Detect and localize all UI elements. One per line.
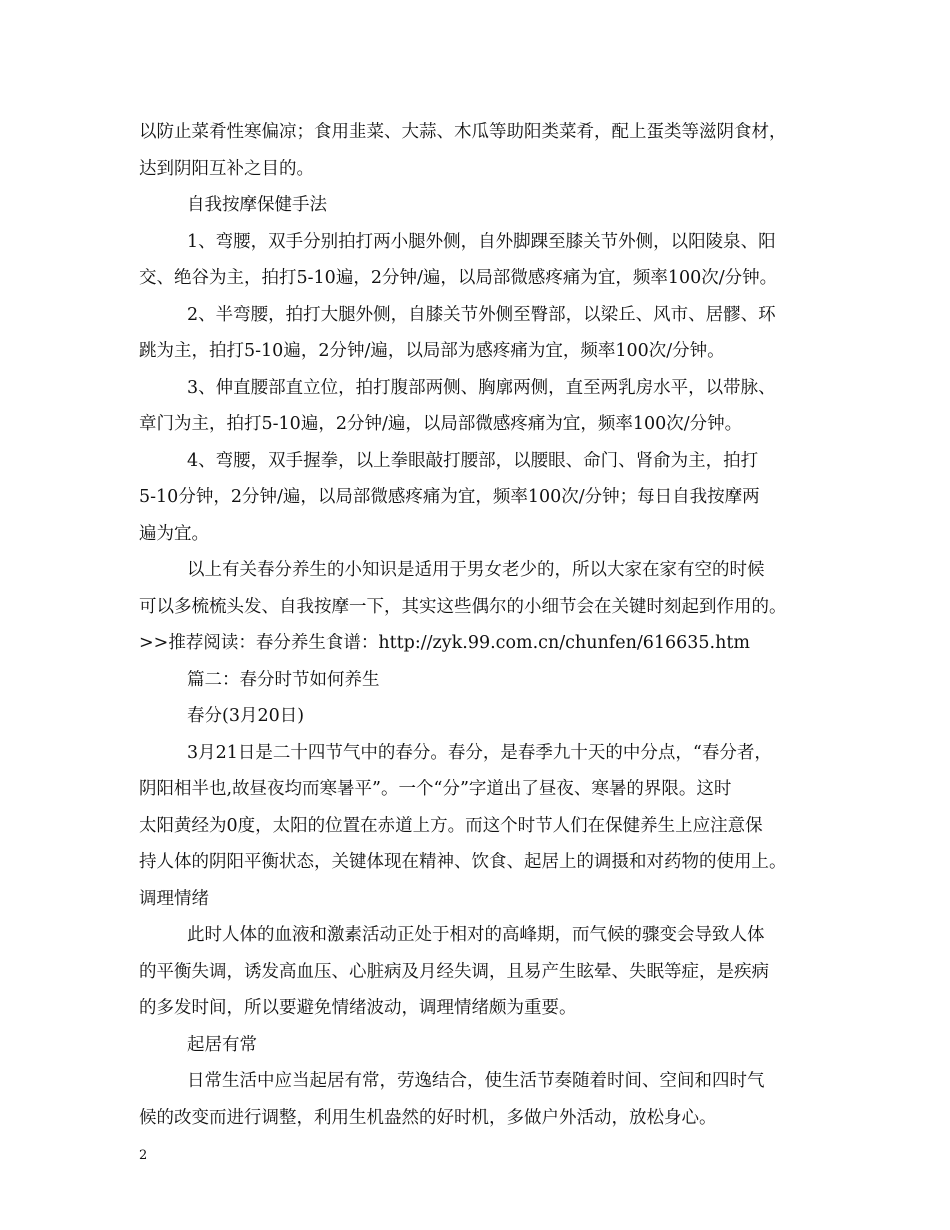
text-line: 4、弯腰，双手握拳，以上拳眼敲打腰部，以腰眼、命门、肾俞为主，拍打 (187, 450, 759, 471)
text-line: 此时人体的血液和激素活动正处于相对的高峰期，而气候的骤变会导致人体 (187, 925, 765, 945)
document-body (139, 114, 829, 1136)
text-line: 章门为主，拍打5-10遍，2分钟/遍，以局部微感疼痛为宜，频率100次/分钟。 (139, 414, 743, 434)
text-line: 篇二：春分时节如何养生 (187, 669, 380, 690)
text-line: 达到阴阳互补之目的。 (139, 158, 314, 179)
text-line: 起居有常 (187, 1034, 257, 1055)
text-line: 遍为宜。 (139, 523, 209, 544)
text-line: 可以多梳梳头发、自我按摩一下，其实这些偶尔的小细节会在关键时刻起到作用的。 (139, 596, 787, 617)
text-line: 以上有关春分养生的小知识是适用于男女老少的，所以大家在家有空的时候 (187, 560, 765, 580)
text-line: 以防止菜肴性寒偏凉；食用韭菜、大蒜、木瓜等助阳类菜肴，配上蛋类等滋阴食材， (139, 122, 787, 142)
text-line: 太阳黄经为0度，太阳的位置在赤道上方。而这个时节人们在保健养生上应注意保 (139, 815, 763, 836)
text-line: 阴阳相半也,故昼夜均而寒暑平”。一个“分”字道出了昼夜、寒暑的界限。这时 (139, 779, 732, 799)
text-line: 日常生活中应当起居有常，劳逸结合，使生活节奏随着时间、空间和四时气 (187, 1071, 765, 1091)
text-line: 3月21日是二十四节气中的春分。春分，是春季九十天的中分点，“春分者， (187, 742, 772, 763)
text-line: 调理情绪 (139, 888, 209, 909)
text-line: 5-10分钟，2分钟/遍，以局部微感疼痛为宜，频率100次/分钟；每日自我按摩两 (139, 487, 760, 507)
page-number: 2 (139, 1148, 148, 1163)
text-line: 自我按摩保健手法 (187, 195, 327, 215)
text-line: 1、弯腰，双手分别拍打两小腿外侧，自外脚踝至膝关节外侧，以阳陵泉、阳 (187, 231, 776, 252)
text-line: 2、半弯腰，拍打大腿外侧，自膝关节外侧至臀部，以梁丘、风市、居髎、环 (187, 304, 776, 325)
text-line: 的平衡失调，诱发高血压、心脏病及月经失调，且易产生眩晕、失眠等症，是疾病 (139, 961, 769, 982)
text-line: 交、绝谷为主，拍打5-10遍，2分钟/遍，以局部微感疼痛为宜，频率100次/分钟。 (139, 268, 778, 288)
text-line: >>推荐阅读：春分养生食谱：http://zyk.99.com.cn/chunfen/616635.htm (139, 633, 750, 653)
text-line: 的多发时间，所以要避免情绪波动，调理情绪颇为重要。 (139, 998, 577, 1018)
text-line: 持人体的阴阳平衡状态，关键体现在精神、饮食、起居上的调摄和对药物的使用上。 (139, 852, 787, 872)
text-line: 3、伸直腰部直立位，拍打腹部两侧、胸廓两侧，直至两乳房水平，以带脉、 (187, 377, 776, 398)
text-line: 春分(3月20日) (187, 706, 305, 726)
text-line: 候的改变而进行调整，利用生机盎然的好时机，多做户外活动，放松身心。 (139, 1107, 717, 1128)
text-line: 跳为主，拍打5-10遍，2分钟/遍，以局部为感疼痛为宜，频率100次/分钟。 (139, 341, 725, 361)
